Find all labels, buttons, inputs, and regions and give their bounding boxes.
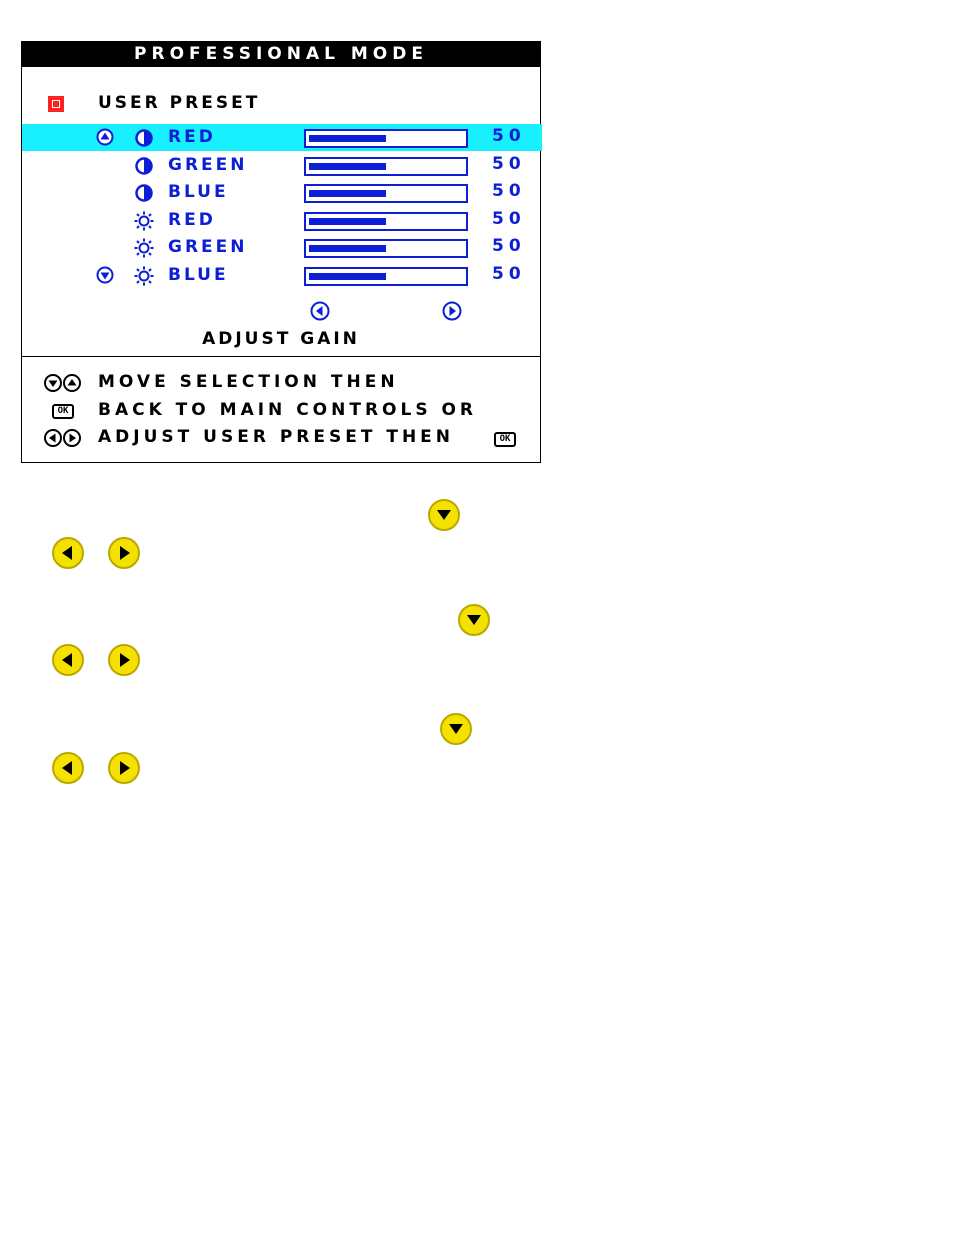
gain-slider-fill (309, 218, 386, 225)
osd-title: PROFESSIONAL MODE (22, 42, 540, 67)
gain-slider[interactable] (304, 239, 468, 258)
right-arrow-button[interactable] (107, 751, 141, 785)
brightness-icon (134, 238, 154, 258)
gain-row[interactable] (22, 234, 542, 261)
ok-icon: OK (52, 401, 74, 421)
gain-slider-fill (309, 245, 386, 252)
brightness-icon (134, 211, 154, 231)
contrast-icon (134, 128, 154, 148)
channel-label: GREEN (168, 237, 248, 257)
left-arrow-icon[interactable] (310, 301, 330, 321)
osd-panel (21, 41, 541, 463)
right-arrow-button[interactable] (107, 536, 141, 570)
up-down-icons (44, 373, 84, 393)
right-arrow-icon[interactable] (442, 301, 462, 321)
gain-slider-fill (309, 273, 386, 280)
ok-icon-end: OK (494, 429, 516, 449)
gain-slider[interactable] (304, 157, 468, 176)
gain-slider[interactable] (304, 267, 468, 286)
scroll-up-icon (96, 128, 114, 146)
divider (22, 356, 540, 357)
right-arrow-button[interactable] (107, 643, 141, 677)
gain-row[interactable] (22, 207, 542, 234)
gain-row[interactable] (22, 179, 542, 206)
gain-value: 50 (492, 154, 526, 174)
gain-slider[interactable] (304, 212, 468, 231)
scroll-down-icon (96, 266, 114, 284)
adjust-gain-label: ADJUST GAIN (202, 329, 360, 349)
preset-indicator-icon (48, 96, 64, 112)
gain-value: 50 (492, 126, 526, 146)
channel-label: GREEN (168, 155, 248, 175)
channel-label: BLUE (168, 265, 229, 285)
down-arrow-button[interactable] (439, 712, 473, 746)
gain-slider-fill (309, 135, 386, 142)
left-right-icons (44, 428, 84, 448)
gain-row[interactable] (22, 124, 542, 151)
left-arrow-button[interactable] (51, 751, 85, 785)
instruction-move: MOVE SELECTION THEN (98, 372, 399, 392)
gain-row[interactable] (22, 152, 542, 179)
instruction-back: BACK TO MAIN CONTROLS OR (98, 400, 478, 420)
gain-value: 50 (492, 181, 526, 201)
channel-label: RED (168, 210, 216, 230)
left-arrow-button[interactable] (51, 536, 85, 570)
gain-row[interactable] (22, 262, 542, 289)
gain-slider[interactable] (304, 129, 468, 148)
brightness-icon (134, 266, 154, 286)
left-arrow-button[interactable] (51, 643, 85, 677)
preset-label: USER PRESET (98, 93, 261, 113)
instruction-adjust: ADJUST USER PRESET THEN (98, 427, 455, 447)
down-arrow-button[interactable] (427, 498, 461, 532)
down-arrow-button[interactable] (457, 603, 491, 637)
contrast-icon (134, 183, 154, 203)
gain-slider[interactable] (304, 184, 468, 203)
gain-value: 50 (492, 209, 526, 229)
channel-label: BLUE (168, 182, 229, 202)
contrast-icon (134, 156, 154, 176)
gain-slider-fill (309, 190, 386, 197)
gain-slider-fill (309, 163, 386, 170)
channel-label: RED (168, 127, 216, 147)
gain-value: 50 (492, 264, 526, 284)
gain-value: 50 (492, 236, 526, 256)
